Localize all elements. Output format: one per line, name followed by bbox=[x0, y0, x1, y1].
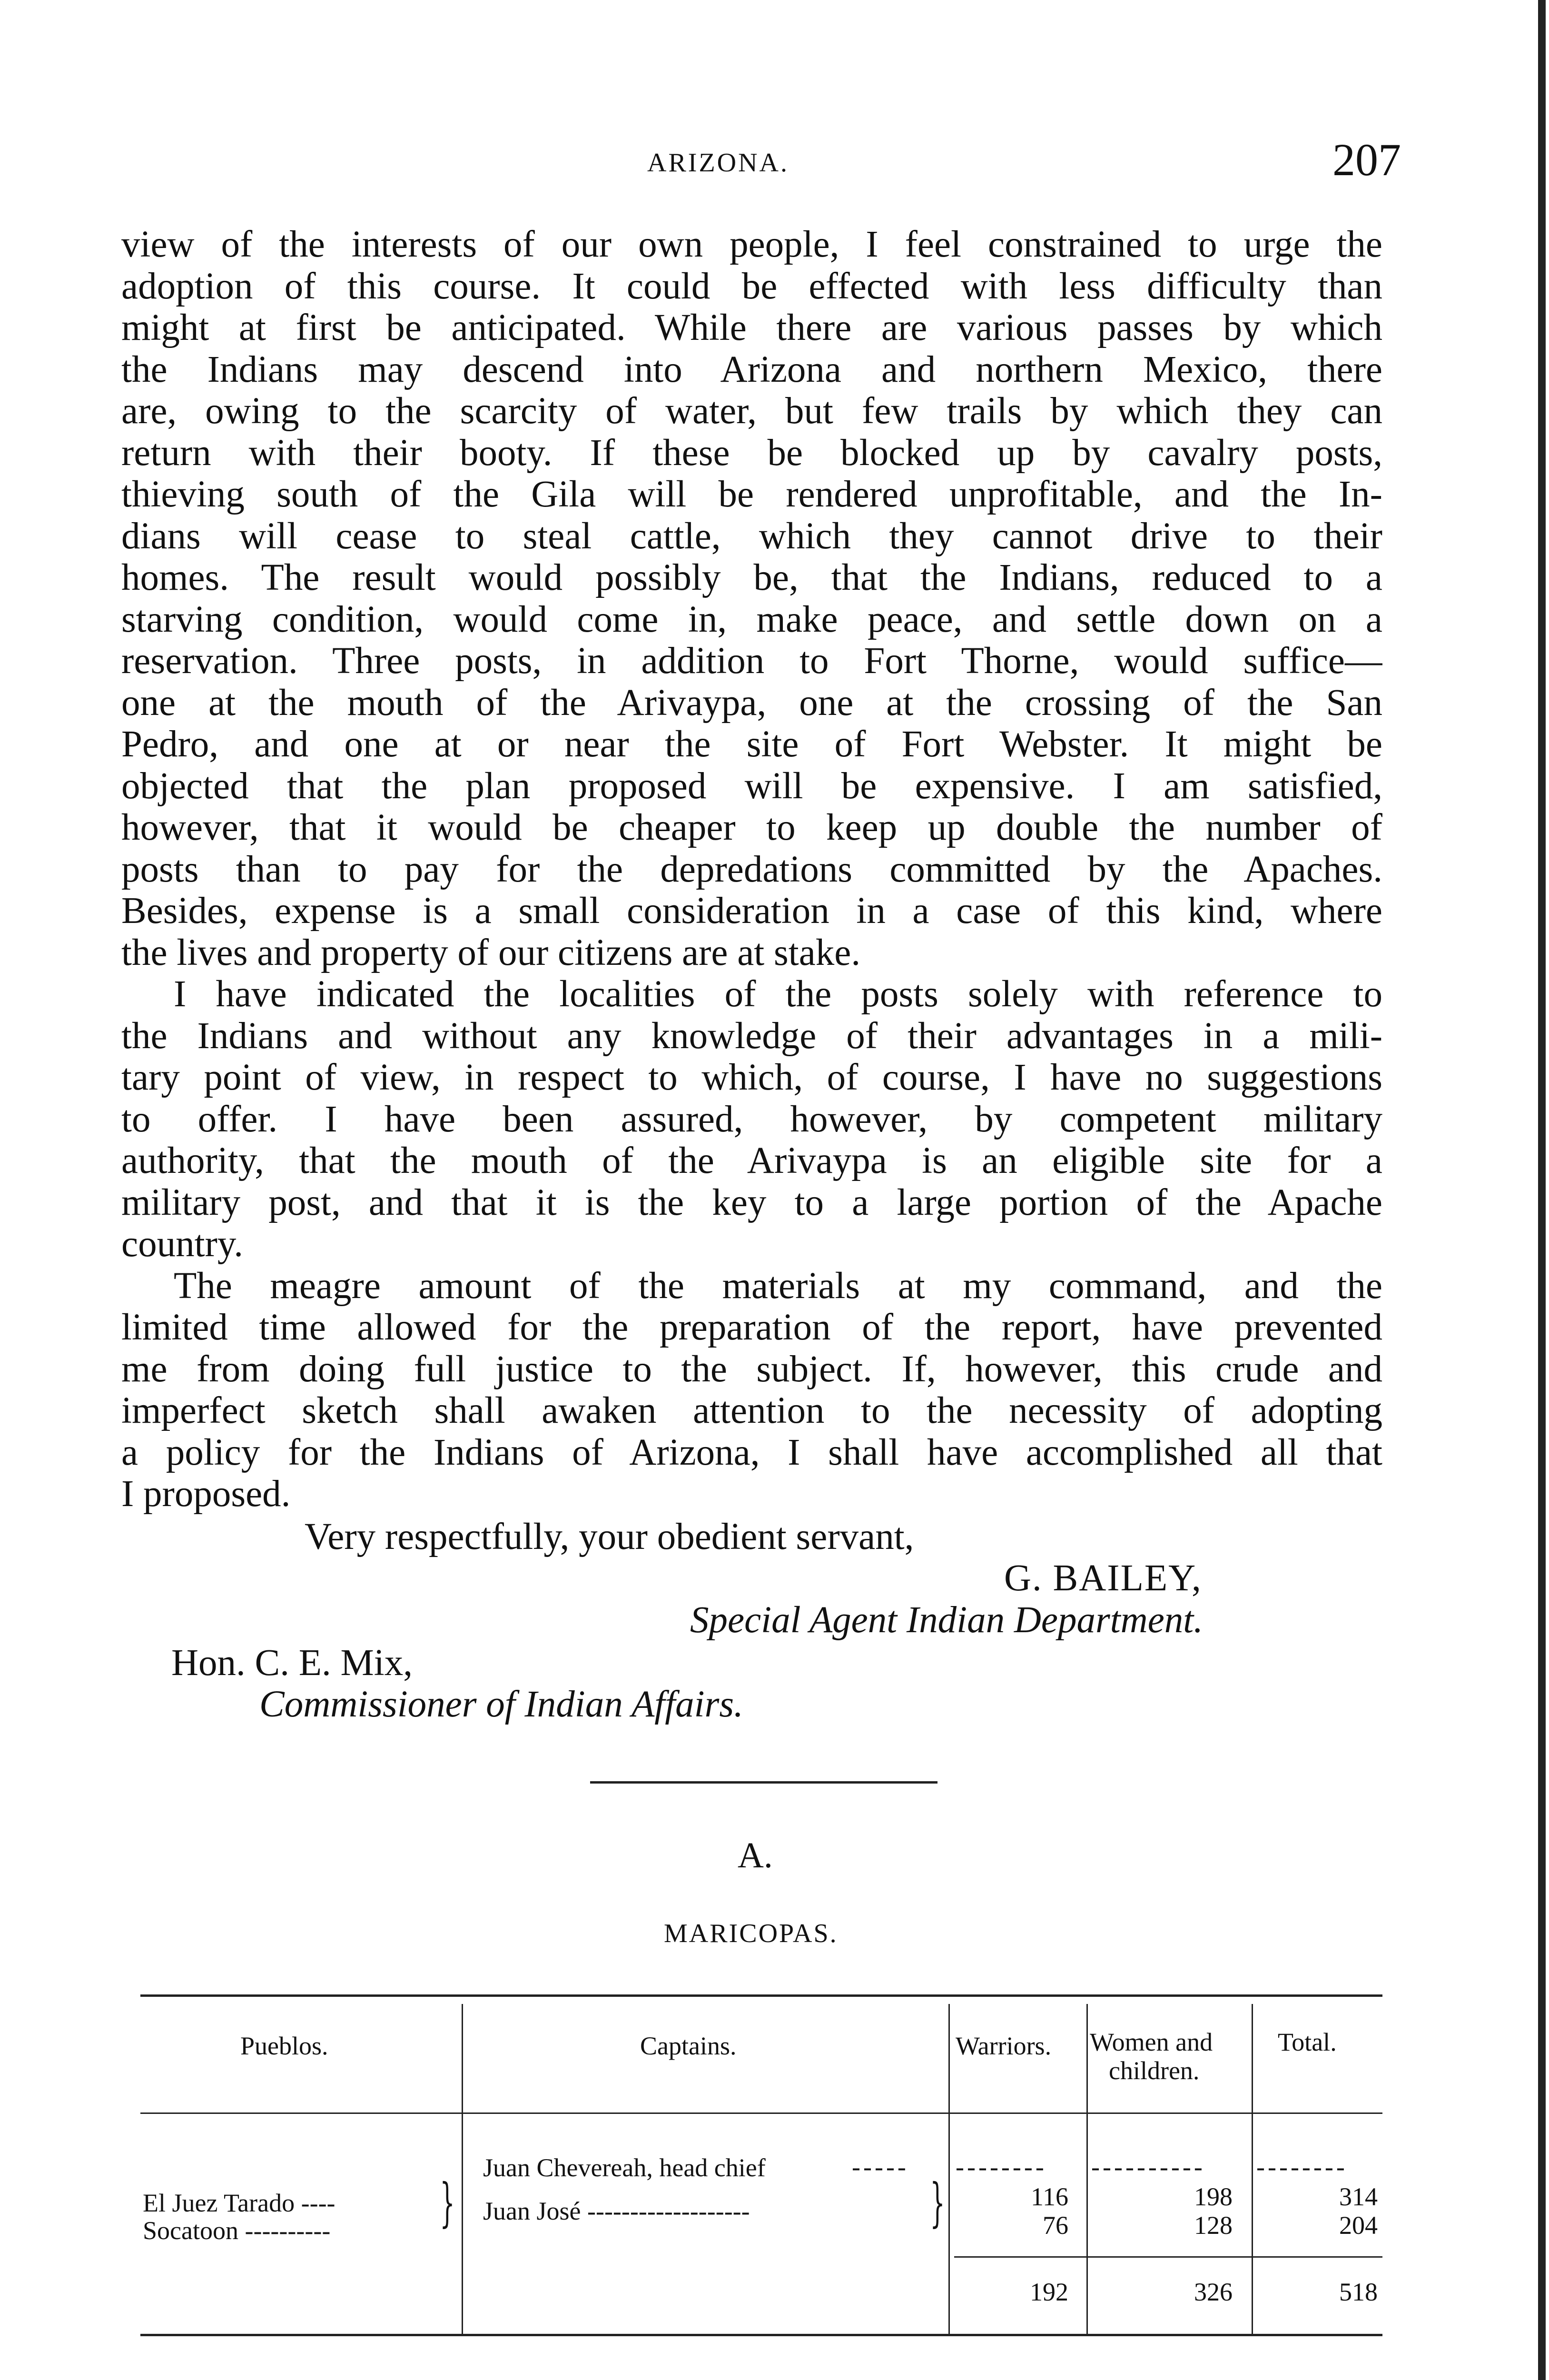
addressee-name: Hon. C. E. Mix, bbox=[171, 1642, 413, 1684]
leader-dots: -------- bbox=[956, 2152, 1047, 2181]
head-chief-cell: Juan Chevereah, head chief bbox=[483, 2153, 766, 2182]
column-divider bbox=[948, 2004, 950, 2334]
table-cell-total: 314 bbox=[1339, 2182, 1378, 2211]
salutation: Very respectfully, your obedient servant, bbox=[305, 1516, 914, 1557]
text-line: reservation. Three posts, in addition to Fort Thorne, would suffice— bbox=[121, 640, 1382, 682]
text-line: country. bbox=[121, 1223, 243, 1265]
table-cell-pueblo: El Juez Tarado ---- bbox=[143, 2189, 335, 2217]
column-divider bbox=[462, 2004, 463, 2334]
column-divider bbox=[1086, 2004, 1088, 2334]
table-top-rule bbox=[140, 1994, 1382, 1997]
text-line: I have indicated the localities of the posts solely with reference to bbox=[174, 973, 1382, 1015]
page-number: 207 bbox=[1332, 134, 1401, 185]
page-header bbox=[0, 129, 1549, 186]
header-total: Total. bbox=[1278, 2028, 1337, 2056]
signer-name: G. BAILEY, bbox=[1004, 1557, 1202, 1599]
table-cell-pueblo: Socatoon ---------- bbox=[143, 2216, 331, 2245]
text-line: the Indians and without any knowledge of their advantages in a mili- bbox=[121, 1015, 1382, 1057]
text-line: are, owing to the scarcity of water, but few trails by which they can bbox=[121, 390, 1382, 432]
leader-dots: ---------- bbox=[1091, 2152, 1205, 2181]
text-line: thieving south of the Gila will be rendered unprofitable, and the In- bbox=[121, 474, 1382, 515]
table-cell-women-children: 198 bbox=[1194, 2182, 1233, 2211]
table-cell-total: 204 bbox=[1339, 2211, 1378, 2240]
text-line: limited time allowed for the preparation of the report, have prevented bbox=[121, 1307, 1382, 1348]
page-edge bbox=[1538, 0, 1546, 2380]
table-title: MARICOPAS. bbox=[664, 1919, 838, 1948]
brace-glyph: } bbox=[930, 2172, 945, 2233]
column-divider bbox=[1252, 2004, 1253, 2334]
text-line: posts than to pay for the depredations committed by the Apaches. bbox=[121, 848, 1382, 890]
leader-dots: ----- bbox=[852, 2152, 909, 2181]
header-women-children: Women and bbox=[1090, 2028, 1213, 2056]
text-line: authority, that the mouth of the Arivaypa is an eligible site for a bbox=[121, 1140, 1382, 1181]
addressee-title: Commissioner of Indian Affairs. bbox=[259, 1684, 743, 1725]
text-line: the Indians may descend into Arizona and northern Mexico, there bbox=[121, 348, 1382, 390]
total-women-children: 326 bbox=[1194, 2278, 1233, 2306]
text-line: Besides, expense is a small consideration in a case of this kind, where bbox=[121, 890, 1382, 932]
body-text bbox=[121, 224, 1382, 1515]
text-line: adoption of this course. It could be effected with less difficulty than bbox=[121, 265, 1382, 307]
header-pueblos: Pueblos. bbox=[240, 2032, 328, 2060]
section-divider bbox=[590, 1781, 937, 1784]
text-line: homes. The result would possibly be, that the Indians, reduced to a bbox=[121, 557, 1382, 598]
text-line: starving condition, would come in, make peace, and settle down on a bbox=[121, 598, 1382, 640]
text-line: however, that it would be cheaper to keep up double the number of bbox=[121, 807, 1382, 848]
text-line: dians will cease to steal cattle, which they cannot drive to their bbox=[121, 515, 1382, 557]
header-warriors: Warriors. bbox=[956, 2032, 1052, 2060]
table-cell-captain: Juan José ------------------- bbox=[483, 2197, 750, 2225]
appendix-letter: A. bbox=[738, 1835, 773, 1875]
total-warriors: 192 bbox=[1030, 2278, 1068, 2306]
text-line: I proposed. bbox=[121, 1473, 291, 1515]
table-cell-warriors: 76 bbox=[1043, 2211, 1068, 2240]
text-line: might at first be anticipated. While there are various passes by which bbox=[121, 307, 1382, 348]
leader-dots: -------- bbox=[1256, 2152, 1348, 2181]
header-captains: Captains. bbox=[640, 2032, 737, 2060]
text-line: tary point of view, in respect to which, of course, I have no suggestions bbox=[121, 1057, 1382, 1098]
text-line: one at the mouth of the Arivaypa, one at the crossing of the San bbox=[121, 682, 1382, 724]
sum-rule bbox=[954, 2256, 1382, 2258]
header-women-children: children. bbox=[1109, 2056, 1200, 2085]
table-cell-women-children: 128 bbox=[1194, 2211, 1233, 2240]
text-line: objected that the plan proposed will be expensive. I am satisfied, bbox=[121, 765, 1382, 807]
text-line: me from doing full justice to the subject. If, however, this crude and bbox=[121, 1348, 1382, 1390]
table-bottom-rule bbox=[140, 2334, 1382, 2336]
table-header-rule bbox=[140, 2112, 1382, 2114]
signer-title: Special Agent Indian Department. bbox=[690, 1599, 1203, 1641]
text-line: to offer. I have been assured, however, by competent military bbox=[121, 1098, 1382, 1140]
text-line: The meagre amount of the materials at my command, and the bbox=[174, 1265, 1382, 1307]
text-line: imperfect sketch shall awaken attention to the necessity of adopting bbox=[121, 1390, 1382, 1431]
text-line: a policy for the Indians of Arizona, I shall have accomplished all that bbox=[121, 1431, 1382, 1473]
text-line: military post, and that it is the key to a large portion of the Apache bbox=[121, 1181, 1382, 1223]
text-line: view of the interests of our own people, I feel constrained to urge the bbox=[121, 224, 1382, 265]
text-line: Pedro, and one at or near the site of Fort Webster. It might be bbox=[121, 724, 1382, 765]
text-line: return with their booty. If these be blocked up by cavalry posts, bbox=[121, 432, 1382, 474]
text-line: the lives and property of our citizens are at stake. bbox=[121, 932, 861, 973]
running-head: ARIZONA. bbox=[647, 148, 789, 178]
brace-glyph: } bbox=[440, 2172, 455, 2233]
table-cell-warriors: 116 bbox=[1031, 2182, 1068, 2211]
total-sum: 518 bbox=[1339, 2278, 1378, 2306]
